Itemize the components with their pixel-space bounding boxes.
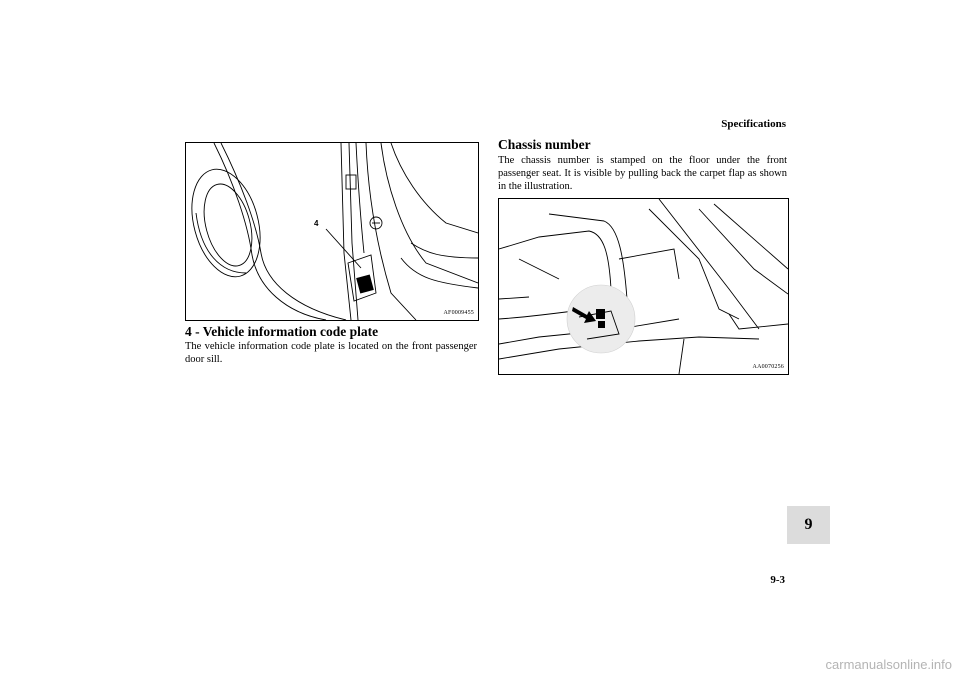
code-plate-description: The vehicle information code plate is located on the front passenger door sill.: [185, 341, 477, 365]
section-header: Specifications: [721, 118, 786, 130]
seat-floor-drawing: [499, 199, 788, 374]
code-plate-heading: 4 - Vehicle information code plate: [185, 324, 379, 339]
callout-number: 4: [314, 219, 319, 228]
watermark: carmanualsonline.info: [825, 657, 952, 672]
chassis-number-description: The chassis number is stamped on the floor under the front passenger seat. It is visible by pulling back the carpet flap as shown in the illustration.: [498, 155, 787, 192]
page-number: 9-3: [770, 574, 785, 586]
seat-floor-illustration: [498, 198, 789, 375]
figure-code: AF0009455: [443, 310, 474, 316]
door-sill-drawing: [186, 143, 478, 320]
chassis-number-heading: Chassis number: [498, 137, 591, 152]
figure-code: AA0070256: [752, 364, 784, 370]
door-sill-illustration: [185, 142, 479, 321]
chapter-tab: 9: [787, 506, 830, 544]
